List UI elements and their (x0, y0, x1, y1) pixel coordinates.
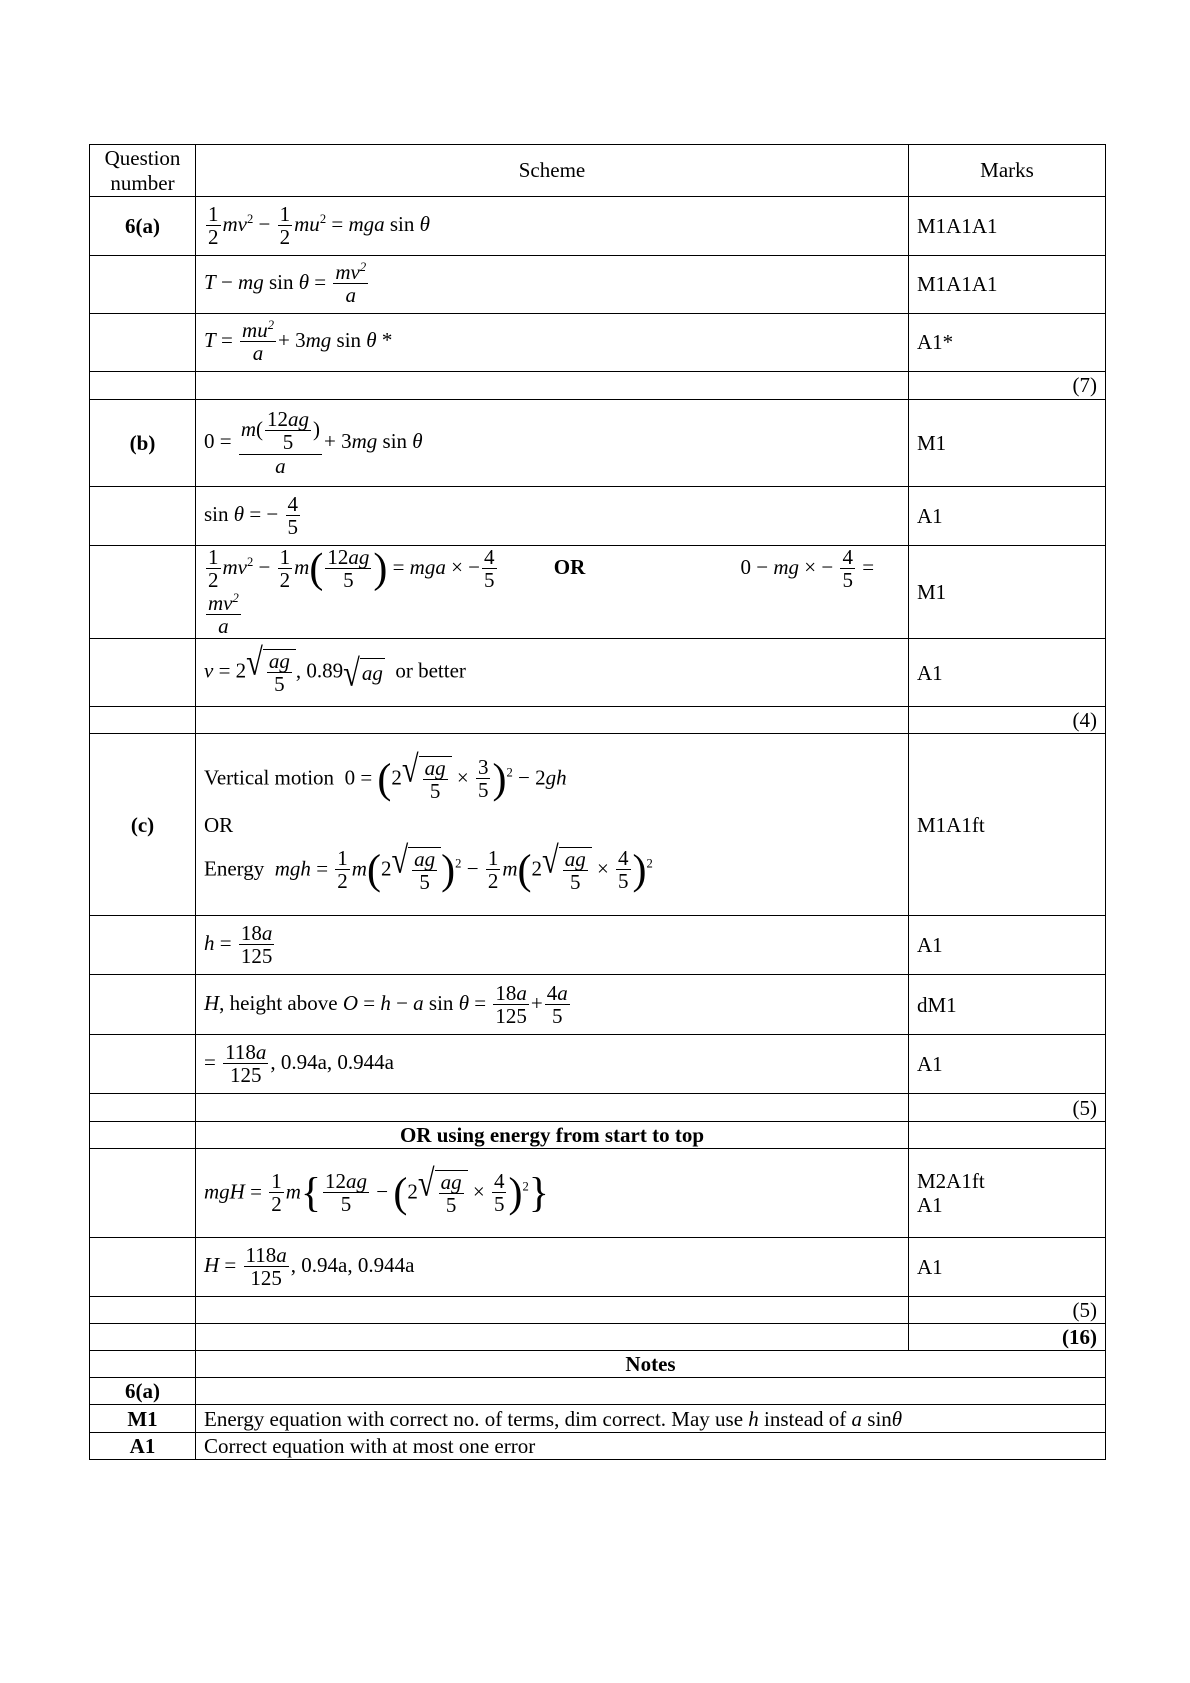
marks-cell: M1A1ft (909, 734, 1106, 916)
marks-cell (909, 1149, 1106, 1238)
subtotal: (5) (909, 1094, 1106, 1122)
note-code: A1 (90, 1433, 196, 1460)
scheme-equation: T = $\frac{mu^2}{a}$ + 3mg sin θ * (196, 314, 909, 372)
or-label: OR (553, 554, 586, 579)
answers-text: , 0.94a, 0.944a (270, 1050, 394, 1075)
note-row (90, 1433, 1106, 1460)
table-row (90, 916, 1106, 975)
scheme-equation: H = $\frac{118a}{125}$ , 0.94a, 0.944a (196, 1238, 909, 1297)
part-label: 6(a) (90, 197, 196, 256)
marks-cell: dM1 (909, 975, 1106, 1035)
scheme-equation: sin θ = − $\frac{4}{5}$ (196, 487, 909, 546)
table-row (90, 1035, 1106, 1094)
note-text-part: Energy equation with correct no. of terms, dim correct. May use (204, 1406, 744, 1431)
answers-text: , 0.94a, 0.944a (290, 1253, 415, 1278)
table-row (90, 546, 1106, 639)
scheme-equation: T − mg sin θ = $\frac{mv^2}{a}$ (196, 256, 909, 314)
marks-cell: A1 (909, 1035, 1106, 1094)
subtotal-row (90, 1297, 1106, 1324)
note-text: Correct equation with at most one error (196, 1433, 1106, 1460)
energy-label: Energy (204, 856, 265, 881)
notes-part-row (90, 1378, 1106, 1405)
scheme-equation: = $\frac{118a}{125}$ , 0.94a, 0.944a (196, 1035, 909, 1094)
or-label: OR (204, 812, 234, 837)
marks-cell: A1 (909, 1238, 1106, 1297)
subtotal: (7) (909, 372, 1106, 400)
marks-cell: A1* (909, 314, 1106, 372)
table-row (90, 1149, 1106, 1238)
subtotal-row (90, 372, 1106, 400)
scheme-equation: v = 2 √ $\frac{ag}{5}$ , 0.89 √ ag or better (196, 639, 909, 707)
grand-total-row (90, 1324, 1106, 1351)
table-row (90, 975, 1106, 1035)
marks-cell: A1 (909, 916, 1106, 975)
scheme-equation: $\frac{1}{2}$ $mv^2$ − $\frac{1}{2}$ m( $\frac{12ag}{5}$ ) = mga × − $\frac{4}{5}$ OR 0 − mg × − $\frac{4}{5}$ = $\frac{mv^2}{a}$ (196, 546, 909, 639)
note-text: Energy equation with correct no. of terms, dim correct. May use h instead of a sinθ (196, 1405, 1106, 1433)
scheme-equation: 0 = m( $\frac{12ag}{5}$ ) a + 3mg sin θ (196, 400, 909, 487)
header-scheme: Scheme (196, 145, 909, 197)
note-text-part: instead of (764, 1406, 847, 1431)
table-row (90, 256, 1106, 314)
marks-cell: M1A1A1 (909, 256, 1106, 314)
marks-cell: M1 (909, 400, 1106, 487)
notes-heading-row (90, 1351, 1106, 1378)
table-row (90, 400, 1106, 487)
table-row (90, 734, 1106, 916)
subtotal: (4) (909, 707, 1106, 734)
subtotal-row (90, 707, 1106, 734)
mark-line: A1 (917, 1193, 943, 1218)
marks-cell: A1 (909, 487, 1106, 546)
header-marks: Marks (909, 145, 1106, 197)
subtotal: (5) (909, 1297, 1106, 1324)
mark-line: M2A1ft (917, 1169, 985, 1194)
alt-heading: OR using energy from start to top (196, 1122, 909, 1149)
note-row (90, 1405, 1106, 1433)
marks-cell: M1 (909, 546, 1106, 639)
value-text: 0.89 (306, 658, 344, 683)
mark-scheme-table (89, 144, 1106, 1460)
scheme-equation: h = $\frac{18a}{125}$ (196, 916, 909, 975)
height-label: height above (229, 990, 338, 1015)
notes-heading: Notes (196, 1351, 1106, 1378)
header-question: Question number (90, 145, 196, 197)
table-row (90, 197, 1106, 256)
or-better-text: or better (395, 658, 466, 683)
table-row (90, 487, 1106, 546)
alt-heading-row (90, 1122, 1106, 1149)
table-row (90, 314, 1106, 372)
part-label: (b) (90, 400, 196, 487)
notes-part-label: 6(a) (90, 1378, 196, 1405)
scheme-equation: H, height above O = h − a sin θ = $\frac{18a}{125}$ + $\frac{4a}{5}$ (196, 975, 909, 1035)
table-row (90, 639, 1106, 707)
scheme-equation: Vertical motion 0 = (2 √ $\frac{ag}{5}$ × $\frac{3}{5}$ )$^2$ − 2gh OR Energy mgh = $\frac{1}{2}$ m(2 √ $\frac{ag}{5}$ )$^2$ − $\frac{1}{2}$ m(2 √ $\frac{ag}{5}$ × $\frac{4}{5}$ )$^2$ (196, 734, 909, 916)
marks-cell: M1A1A1 (909, 197, 1106, 256)
table-row (90, 1238, 1106, 1297)
subtotal-row (90, 1094, 1106, 1122)
vertical-motion-label: Vertical motion (204, 764, 335, 789)
grand-total: (16) (909, 1324, 1106, 1351)
marks-cell: A1 (909, 639, 1106, 707)
scheme-equation: $\frac{1}{2}$ $mv^2$ − $\frac{1}{2}$ $mu^2$ = mga sin θ (196, 197, 909, 256)
header-row (90, 145, 1106, 197)
part-label: (c) (90, 734, 196, 916)
scheme-equation: mgH = $\frac{1}{2}$ m{ $\frac{12ag}{5}$ − (2 √ $\frac{ag}{5}$ × $\frac{4}{5}$ )$^2$} (196, 1149, 909, 1238)
note-code: M1 (90, 1405, 196, 1433)
